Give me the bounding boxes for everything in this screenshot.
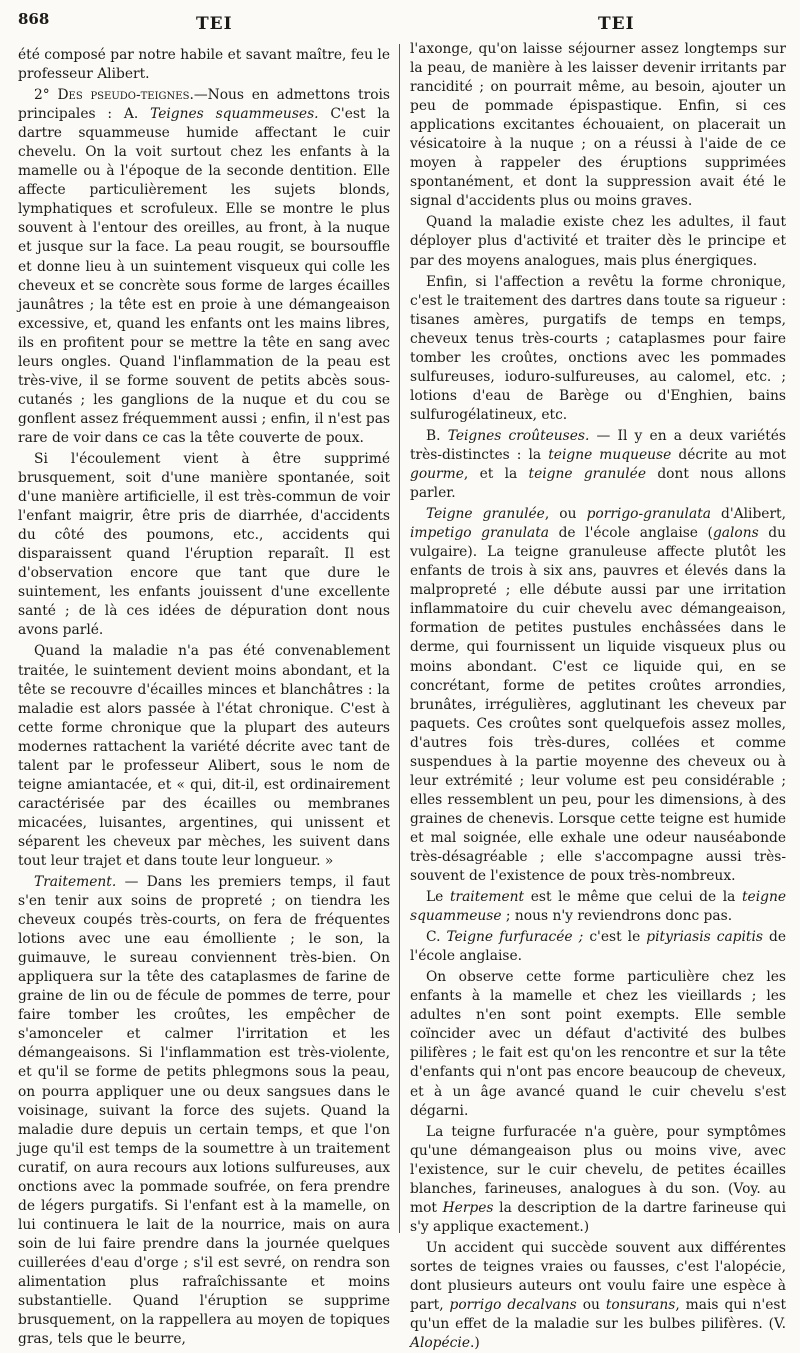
left-column xyxy=(18,46,390,1349)
paragraph: Le traitement est le même que celui de la teigne squammeuse ; nous n'y reviendrons donc pas. xyxy=(410,889,786,925)
subsection-title: Teigne furfuracée ; xyxy=(446,929,584,946)
paragraph: Si l'écoulement vient à être supprimé brusquement, soit d'une manière spontanée, soit d'une manière artificielle, il est très-commun de voir l'enfant maigrir, être pris de diarrhée, d'accidents du côté des poumons, etc., accidents qui disparaissent quand l'éruption reparaît. Il est d'observation encore que tant que dure le suintement, les enfants jouissent d'une excellente santé ; de là ces idées de dépuration dont nous avons parlé. xyxy=(18,450,390,639)
column-divider xyxy=(399,44,400,1233)
section-heading: 2° Des pseudo-teignes. xyxy=(34,87,194,104)
paragraph: Quand la maladie existe chez les adultes, il faut déployer plus d'activité et traiter dès le principe et par des moyens analogues, mais plus énergiques. xyxy=(410,214,786,269)
paragraph: Enfin, si l'affection a revêtu la forme chronique, c'est le traitement des dartres dans toute sa rigueur : tisanes amères, purgatifs de temps en temps, cheveux tenus très-courts ; cataplasmes pour faire tomber les croûtes, onctions avec les pommades sulfureuses, ioduro-sulfureuses, au calomel, etc. ; lotions d'eau de Barège ou d'Enghien, bains sulfurogélatineux, etc. xyxy=(410,273,786,423)
paragraph: été composé par notre habile et savant maître, feu le professeur Alibert. xyxy=(18,47,390,83)
paragraph: 2° Des pseudo-teignes.—Nous en admettons trois principales : A. Teignes squammeuses. C'est la dartre squammeuse humide affectant le cuir chevelu. On la voit surtout chez les enfants à la mamelle ou à l'époque de la seconde dentition. Elle affecte particulièrement les sujets blonds, lymphatiques et scrofuleux. Elle se montre le plus souvent à l'entour des oreilles, au front, à la nuque et jusque sur la face. La peau rougit, se boursouffle et donne lieu à un suintement visqueux qui colle les cheveux et se concrète sous forme de larges écailles jaunâtres ; la tête est en proie à une démangeaison excessive, et, quand les enfants ont les mains libres, ils en profitent pour se mettre la tête en sang avec leurs ongles. Quand l'inflammation de la peau est très-vive, il se forme souvent de petits abcès sous-cutanés ; les ganglions de la nuque et du cou se gonflent assez fréquemment aussi ; enfin, il n'est pas rare de voir dans ce cas la tête couverte de poux. xyxy=(18,87,390,446)
paragraph: La teigne furfuracée n'a guère, pour symptômes qu'une démangeaison plus ou moins vive, avec l'existence, sur le cuir chevelu, de petites écailles blanches, farineuses, analogues à du son. (Voy. au mot Herpes la description de la dartre farineuse qui s'y applique exactement.) xyxy=(410,1123,786,1235)
page-number: 868 xyxy=(18,10,50,28)
paragraph: C. Teigne furfuracée ; c'est le pityriasis capitis de l'école anglaise. xyxy=(410,929,787,965)
subsection-title: Teignes croûteuses. xyxy=(447,427,590,444)
paragraph: Quand la maladie n'a pas été convenablement traitée, le suintement devient moins abondant, et la tête se recouvre d'écailles minces et blanchâtres : la maladie est alors passée à l'état chronique. C'est à cette forme chronique que la plupart des auteurs modernes rattachent la variété décrite avec tant de talent par le professeur Alibert, sous le nom de teigne amiantacée, et « qui, dit-il, est ordinairement caractérisée par des écailles ou membranes micacées, luisantes, argentines, qui unissent et séparent les cheveux par mèches, les suivent dans tout leur trajet et dans toute leur longueur. » xyxy=(18,643,390,869)
right-column xyxy=(410,40,786,1353)
paragraph: Un accident qui succède souvent aux différentes sortes de teignes vraies ou fausses, c'est l'alopécie, dont plusieurs auteurs ont voulu faire une espèce à part, porrigo decalvans ou tonsurans, mais qui n'est qu'un effet de la maladie sur les bulbes pilifères. (V. Alopécie.) xyxy=(410,1239,786,1352)
running-head-right: TEI xyxy=(598,14,635,34)
paragraph: Traitement. — Dans les premiers temps, il faut s'en tenir aux soins de propreté ; on tiendra les cheveux coupés très-courts, on fera de fréquentes lotions avec une eau émolliente ; le son, la guimauve, le sureau conviennent très-bien. On appliquera sur la tête des cataplasmes de farine de graine de lin ou de fécule de pommes de terre, pour faire tomber les croûtes, les empêcher de s'amonceler et calmer l'irritation et les démangeaisons. Si l'inflammation est très-violente, et qu'il se forme de petits phlegmons sous la peau, on pourra appliquer une ou deux sangsues dans le voisinage, suivant la force des sujets. Quand la maladie dure depuis un certain temps, et que l'on juge qu'il est temps de la soumettre à un traitement curatif, on aura recours aux lotions sulfureuses, aux onctions avec la pommade soufrée, on fera prendre de légers purgatifs. Si l'enfant est à la mamelle, on lui continuera le lait de la nourrice, mais on aura soin de lui faire prendre dans la journée quelques cuillerées d'eau d'orge ; s'il est sevré, on rendra son alimentation plus rafraîchissante et moins substantielle. Quand l'éruption se supprime brusquement, on la rappellera au moyen de topiques gras, tels que le beurre, xyxy=(18,874,390,1348)
running-head-left: TEI xyxy=(196,14,233,34)
paragraph: l'axonge, qu'on laisse séjourner assez longtemps sur la peau, de manière à les laisser devenir irritants par rancidité ; on pourrait même, au besoin, ajouter un peu de pommade épispastique. Enfin, si ces applications excitantes échouaient, on placerait un vésicatoire à la nuque ; on a réussi à l'aide de ce moyen à rappeler des éruptions supprimées spontanément, et dont la suppression avait été le signal d'accidents plus ou moins graves. xyxy=(410,41,786,210)
subsection-title: Teignes squammeuses. xyxy=(150,106,319,123)
subsection-title: Teigne granulée xyxy=(426,506,545,523)
paragraph: On observe cette forme particulière chez les enfants à la mamelle et chez les vieillards ; les adultes n'en sont point exempts. Elle semble coïncider avec un défaut d'activité des bulbes pilifères ; le fait est qu'on les rencontre et sur la tête d'enfants qui n'ont pas encore beaucoup de cheveux, et à un âge avancé quand le cuir chevelu s'est dégarni. xyxy=(410,969,786,1119)
paragraph: B. Teignes croûteuses. — Il y en a deux variétés très-distinctes : la teigne muqueuse décrite au mot gourme, et la teigne granulée dont nous allons parler. xyxy=(410,427,786,502)
subsection-title: Traitement. xyxy=(34,874,117,891)
paragraph: Teigne granulée, ou porrigo-granulata d'Alibert, impetigo granulata de l'école anglaise (galons du vulgaire). La teigne granuleuse affecte plutôt les enfants de trois à six ans, pauvres et élevés dans la malpropreté ; elle débute aussi par une irritation inflammatoire du cuir chevelu avec démangeaison, formation de petites pustules enchâssées dans le derme, qui fournissent un liquide visqueux plus ou moins abondant. C'est ce liquide qui, en se concrétant, forme de petites croûtes arrondies, brunâtes, irrégulières, agglutinant les cheveux par paquets. Ces croûtes sont quelquefois assez molles, d'autres fois très-dures, collées et comme suspendues à la partie moyenne des cheveux ou à leur extrémité ; leur volume est peu considérable ; elles ressemblent un peu, pour les dimensions, à des graines de chenevis. Lorsque cette teigne est humide et mal soignée, elle exhale une odeur nauséabonde très-désagréable ; elle s'accompagne aussi très-souvent de l'existence de poux très-nombreux. xyxy=(410,506,787,885)
